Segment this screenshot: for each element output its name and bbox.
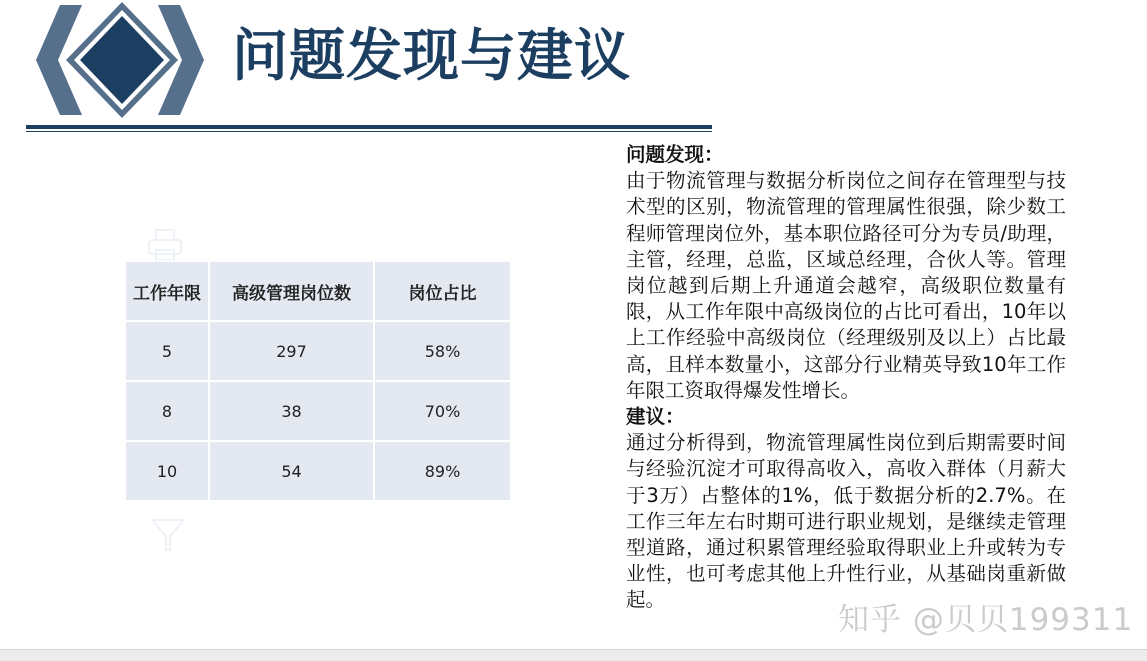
- table-cell: 5: [126, 322, 208, 380]
- table-cell: 70%: [375, 382, 510, 440]
- printer-icon: [147, 228, 183, 262]
- problem-body: 由于物流管理与数据分析岗位之间存在管理型与技术型的区别，物流管理的管理属性很强，除少数工程师管理岗位外，基本职位路径可分为专员/助理，主管，经理，总监，区域总经理，合伙人等。管理岗位越到后期上升通道会越窄，高级职位数量有限，从工作年限中高级岗位的占比可看出，10年以上工作经验中高级岗位（经理级别及以上）占比最高，且样本数量小，这部分行业精英导致10年工作年限工资取得爆发性增长。: [626, 169, 1066, 402]
- table-cell: 10: [126, 442, 208, 500]
- filter-icon: [150, 517, 186, 553]
- data-table: [124, 260, 512, 502]
- table-row: [126, 382, 510, 440]
- page-title: 问题发现与建议: [232, 24, 631, 89]
- suggestion-heading: 建议：: [626, 405, 685, 429]
- bottom-scrollbar[interactable]: [0, 649, 1147, 661]
- table-cell: 89%: [375, 442, 510, 500]
- problem-heading: 问题发现：: [626, 143, 724, 166]
- title-divider-thin: [26, 131, 712, 132]
- column-header: 高级管理岗位数: [210, 262, 373, 320]
- diamond-logo-icon: [36, 0, 208, 120]
- suggestion-body: 通过分析得到，物流管理属性岗位到后期需要时间与经验沉淀才可取得高收入，高收入群体（月薪大于3万）占整体的1%，低于数据分析的2.7%。在工作三年左右时期可进行职业规划，是继续走管理型道路，通过积累管理经验取得职业上升或转为专业性，也可考虑其他上升性行业，从基础岗重新做起。: [626, 431, 1066, 612]
- table-row: [126, 322, 510, 380]
- table-cell: 54: [210, 442, 373, 500]
- table-cell: 8: [126, 382, 208, 440]
- table-row: [126, 442, 510, 500]
- analysis-text: [626, 142, 1066, 614]
- column-header: 工作年限: [126, 262, 208, 320]
- table-cell: 38: [210, 382, 373, 440]
- table-cell: 58%: [375, 322, 510, 380]
- table-cell: 297: [210, 322, 373, 380]
- watermark: 知乎 @贝贝199311: [838, 602, 1134, 638]
- table-header-row: [126, 262, 510, 320]
- title-divider: [26, 125, 712, 129]
- column-header: 岗位占比: [375, 262, 510, 320]
